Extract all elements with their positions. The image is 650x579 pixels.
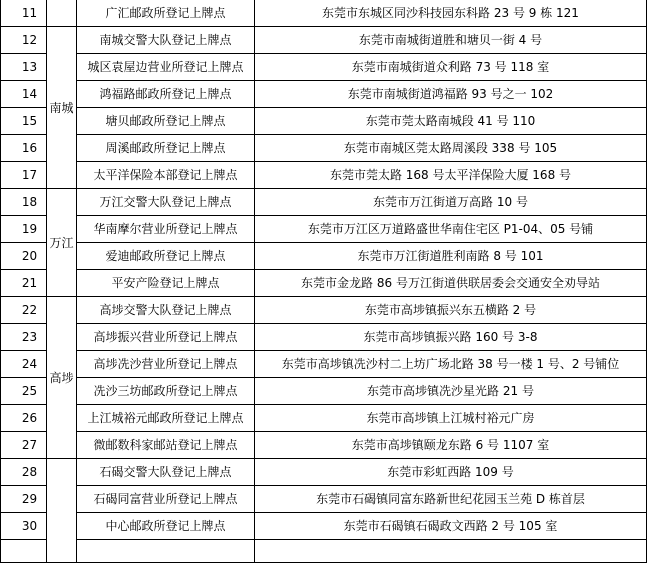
table-row: [1, 108, 647, 135]
point-address: 东莞市南城区莞太路周溪段 338 号 105: [255, 135, 647, 162]
point-name: 华南摩尔营业所登记上牌点: [77, 216, 255, 243]
table-row: [1, 513, 647, 540]
point-name: 平安产险登记上牌点: [77, 270, 255, 297]
table-row: [1, 0, 647, 27]
point-name: 高埗冼沙营业所登记上牌点: [77, 351, 255, 378]
table-row: [1, 135, 647, 162]
point-address: 东莞市石碣镇石碣政文西路 2 号 105 室: [255, 513, 647, 540]
point-name: 微邮数科家邮站登记上牌点: [77, 432, 255, 459]
table-row: [1, 351, 647, 378]
table-row: [1, 81, 647, 108]
row-number: 26: [1, 405, 47, 432]
point-name: 爱迪邮政所登记上牌点: [77, 243, 255, 270]
point-address: 东莞市万江区万道路盛世华南住宅区 P1-04、05 号铺: [255, 216, 647, 243]
point-address: 东莞市高埗镇颐龙东路 6 号 1107 室: [255, 432, 647, 459]
row-number: 27: [1, 432, 47, 459]
district-cell: [47, 459, 77, 563]
point-address: 东莞市莞太路南城段 41 号 110: [255, 108, 647, 135]
point-address: 东莞市南城街道众利路 73 号 118 室: [255, 54, 647, 81]
point-address: [255, 540, 647, 563]
table-row: [1, 162, 647, 189]
row-number: 13: [1, 54, 47, 81]
row-number: 18: [1, 189, 47, 216]
point-address: 东莞市金龙路 86 号万江街道供联居委会交通安全劝导站: [255, 270, 647, 297]
table-row: [1, 54, 647, 81]
table-row: [1, 270, 647, 297]
row-number: 29: [1, 486, 47, 513]
point-address: 东莞市石碣镇同富东路新世纪花园玉兰苑 D 栋首层: [255, 486, 647, 513]
table-row: [1, 432, 647, 459]
row-number: 23: [1, 324, 47, 351]
point-address: 东莞市南城街道鸿福路 93 号之一 102: [255, 81, 647, 108]
point-address: 东莞市高埗镇振兴东五横路 2 号: [255, 297, 647, 324]
point-name: 广汇邮政所登记上牌点: [77, 0, 255, 27]
point-name: 太平洋保险本部登记上牌点: [77, 162, 255, 189]
table-row: [1, 405, 647, 432]
row-number: 28: [1, 459, 47, 486]
row-number: 22: [1, 297, 47, 324]
row-number: 12: [1, 27, 47, 54]
point-name: 石碣交警大队登记上牌点: [77, 459, 255, 486]
table-row: [1, 189, 647, 216]
point-name: 石碣同富营业所登记上牌点: [77, 486, 255, 513]
point-address: 东莞市彩虹西路 109 号: [255, 459, 647, 486]
point-name: 高埗交警大队登记上牌点: [77, 297, 255, 324]
table-row: [1, 27, 647, 54]
point-name: 中心邮政所登记上牌点: [77, 513, 255, 540]
row-number: 11: [1, 0, 47, 27]
point-address: 东莞市莞太路 168 号太平洋保险大厦 168 号: [255, 162, 647, 189]
point-address: 东莞市万江街道万高路 10 号: [255, 189, 647, 216]
district-cell: 万江: [47, 189, 77, 297]
district-cell: [47, 0, 77, 27]
row-number: 17: [1, 162, 47, 189]
point-name: 冼沙三坊邮政所登记上牌点: [77, 378, 255, 405]
point-name: 城区袁屋边营业所登记上牌点: [77, 54, 255, 81]
district-cell: 高埗: [47, 297, 77, 459]
point-name: 高埗振兴营业所登记上牌点: [77, 324, 255, 351]
point-address: 东莞市东城区同沙科技园东科路 23 号 9 栋 121: [255, 0, 647, 27]
point-name: [77, 540, 255, 563]
point-name: 上江城裕元邮政所登记上牌点: [77, 405, 255, 432]
point-address: 东莞市高埗镇冼沙村二上坊广场北路 38 号一楼 1 号、2 号铺位: [255, 351, 647, 378]
point-name: 南城交警大队登记上牌点: [77, 27, 255, 54]
point-address: 东莞市万江街道胜利南路 8 号 101: [255, 243, 647, 270]
table-row: [1, 459, 647, 486]
row-number: 15: [1, 108, 47, 135]
row-number: 21: [1, 270, 47, 297]
row-number: 25: [1, 378, 47, 405]
row-number: 16: [1, 135, 47, 162]
row-number: 30: [1, 513, 47, 540]
point-name: 塘贝邮政所登记上牌点: [77, 108, 255, 135]
point-name: 鸿福路邮政所登记上牌点: [77, 81, 255, 108]
district-cell: 南城: [47, 27, 77, 189]
point-address: 东莞市高埗镇上江城村裕元广房: [255, 405, 647, 432]
row-number: [1, 540, 47, 563]
point-address: 东莞市南城街道胜和塘贝一街 4 号: [255, 27, 647, 54]
point-address: 东莞市高埗镇冼沙星光路 21 号: [255, 378, 647, 405]
row-number: 19: [1, 216, 47, 243]
table-row: [1, 324, 647, 351]
table-row: [1, 378, 647, 405]
point-name: 万江交警大队登记上牌点: [77, 189, 255, 216]
point-address: 东莞市高埗镇振兴路 160 号 3-8: [255, 324, 647, 351]
table-row: [1, 540, 647, 563]
table-row: [1, 297, 647, 324]
row-number: 24: [1, 351, 47, 378]
row-number: 14: [1, 81, 47, 108]
table-row: [1, 216, 647, 243]
row-number: 20: [1, 243, 47, 270]
table-row: [1, 243, 647, 270]
point-name: 周溪邮政所登记上牌点: [77, 135, 255, 162]
table-row: [1, 486, 647, 513]
